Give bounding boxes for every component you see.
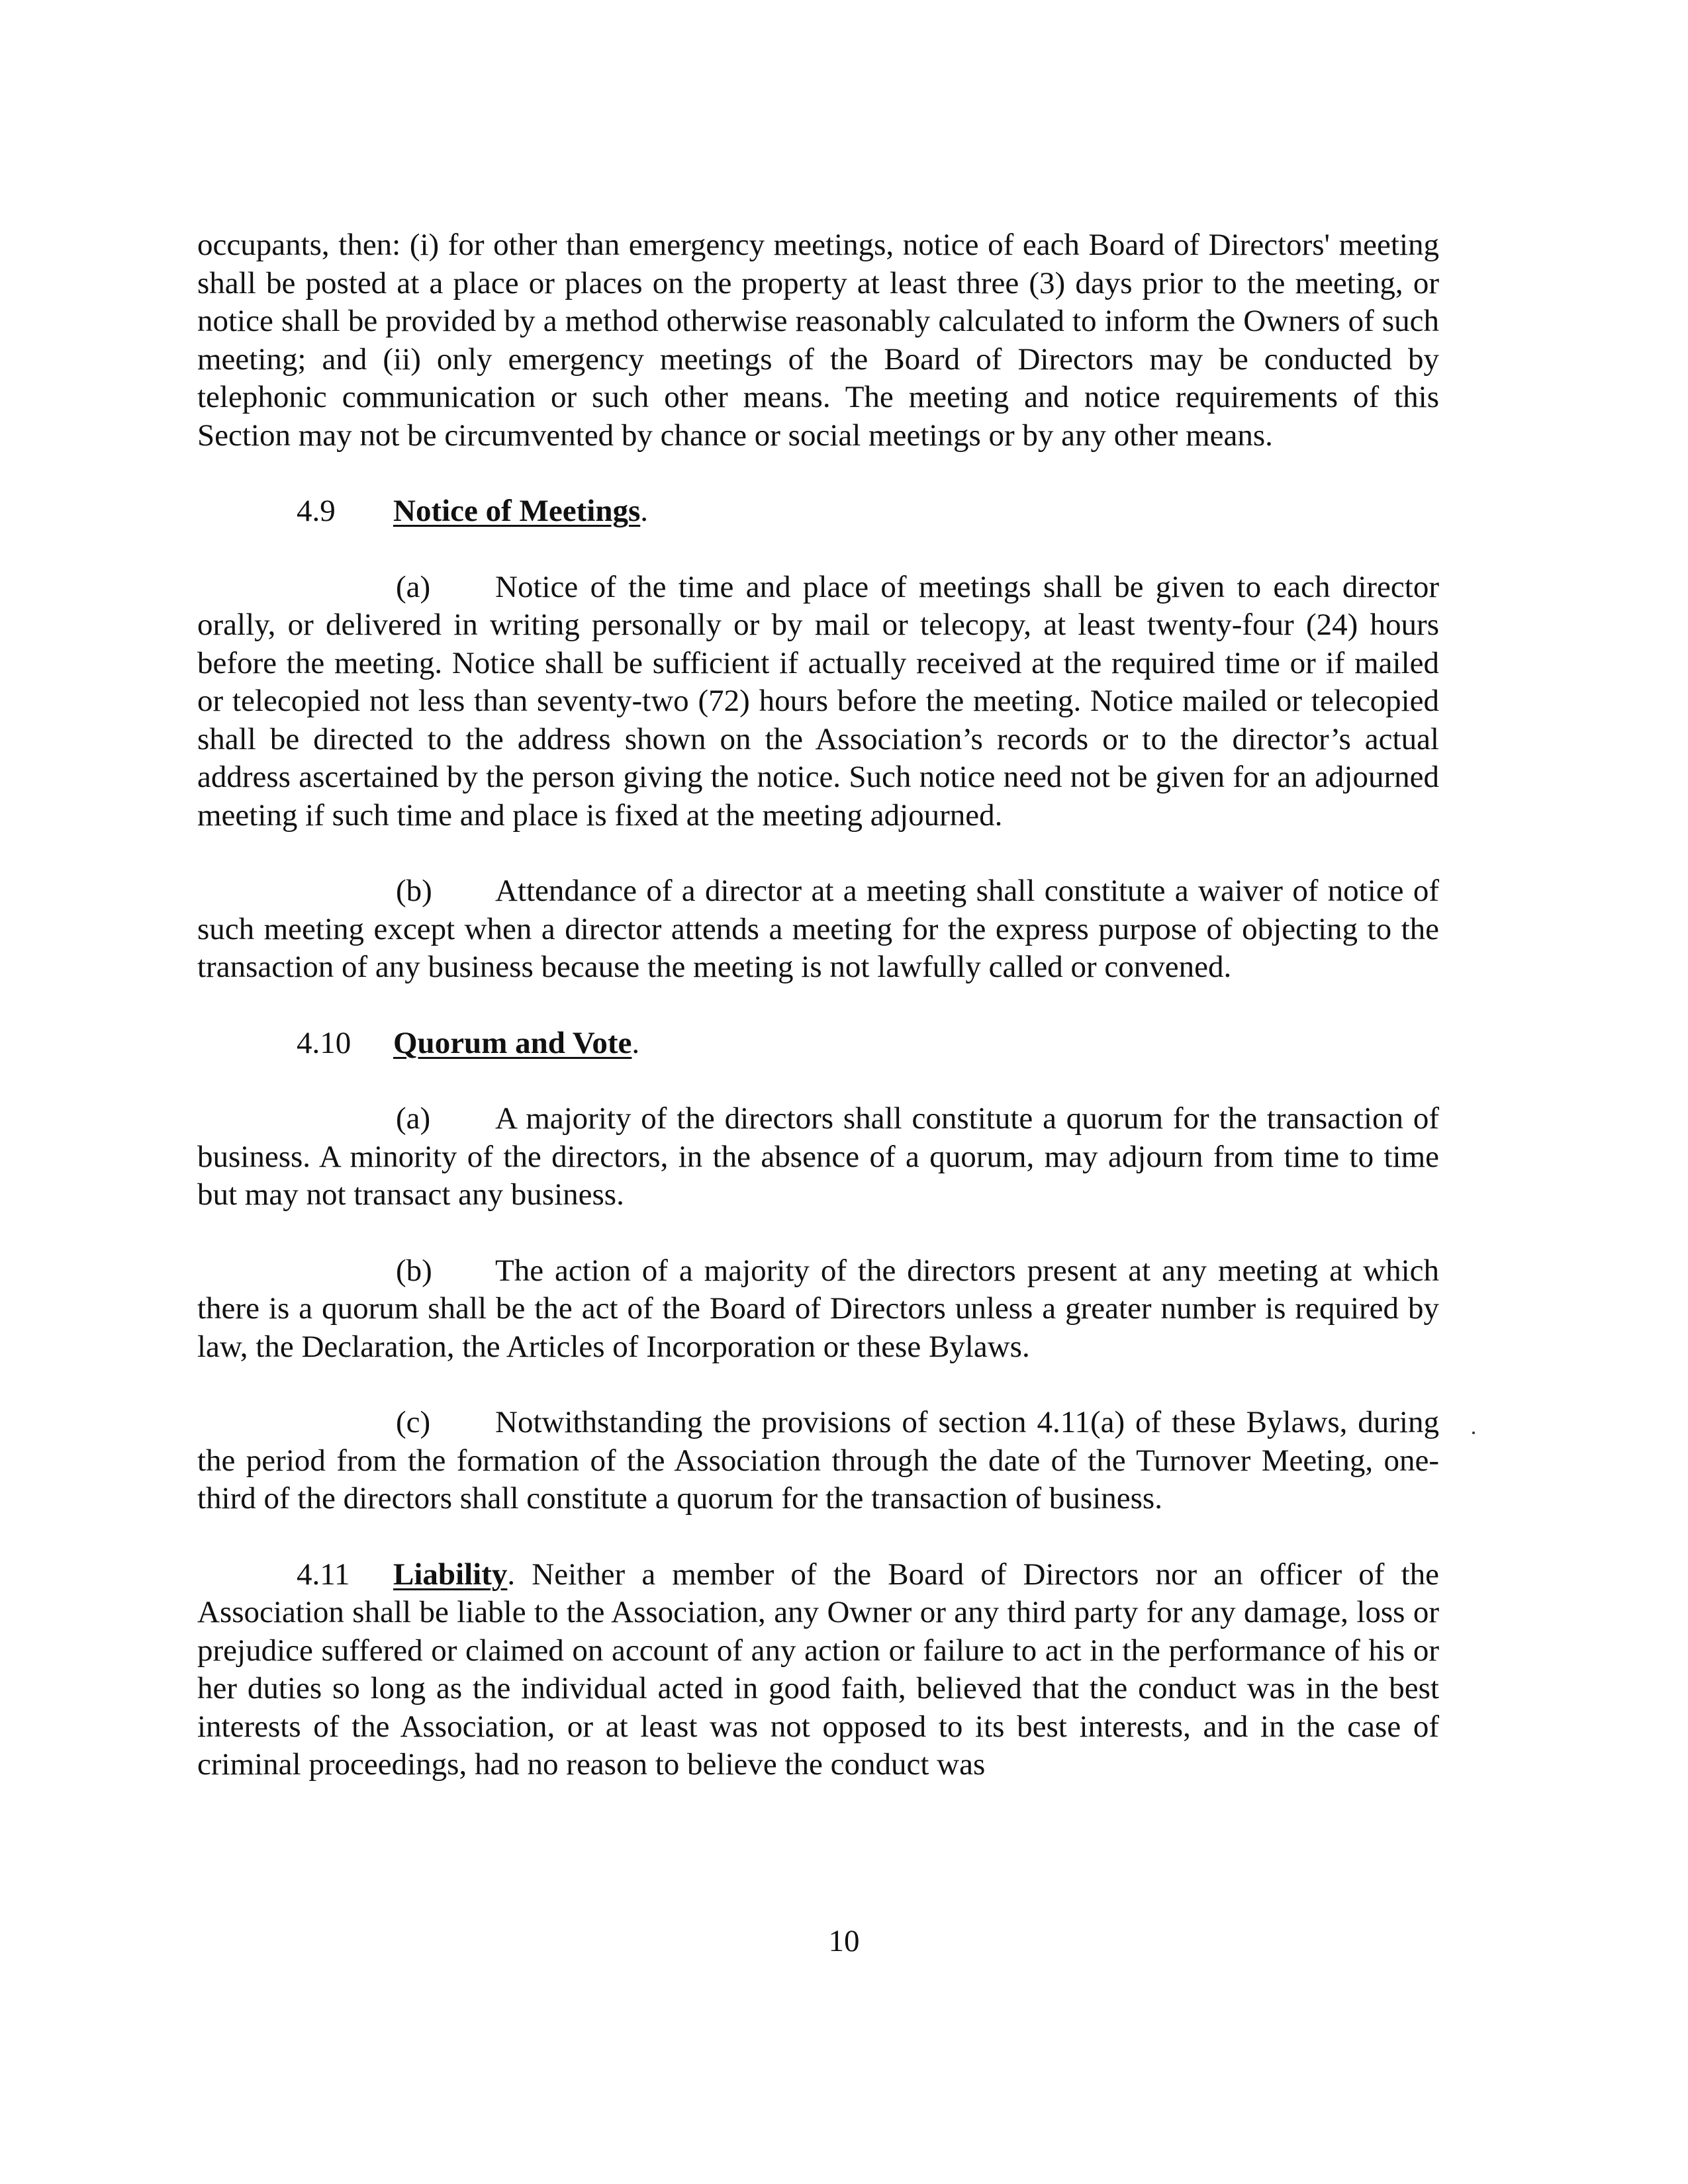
- section-4-9-number: 4.9: [297, 494, 336, 528]
- section-4-9-heading: [197, 492, 1439, 531]
- document-page: [197, 226, 1439, 1784]
- intro-paragraph: occupants, then: (i) for other than emergency meetings, notice of each Board of Directors' meeting shall be posted at a place or places on the property at least three (3) days prior to the meeting, or notice shall be provided by a method otherwise reasonably calculated to inform the Owners of such meeting; and (ii) only emergency meetings of the Board of Directors may be conducted by telephonic communication or such other means. The meeting and notice requirements of this Section may not be circumvented by chance or social meetings or by any other means.: [197, 228, 1439, 453]
- section-4-9-a-text: Notice of the time and place of meetings shall be given to each director orally, or delivered in writing personally or by mail or telecopy, at least twenty-four (24) hours before the meeting. Notice shall be sufficient if actually received at the required time or if mailed or telecopied not less than seventy-two (72) hours before the meeting. Notice mailed or telecopied shall be directed to the address shown on the Association’s records or to the director’s actual address ascertained by the person giving the notice. Such notice need not be given for an adjourned meeting if such time and place is fixed at the meeting adjourned.: [197, 569, 1439, 833]
- section-4-11-title: Liability: [393, 1557, 508, 1592]
- section-4-9-a-paragraph: [197, 569, 1439, 835]
- section-4-9-title: Notice of Meetings: [393, 494, 641, 528]
- section-4-9-title-punct: .: [640, 494, 648, 528]
- section-4-9-b-text: Attendance of a director at a meeting shall constitute a waiver of notice of such meeting except when a director attends a meeting for the express purpose of objecting to the transaction of any business because the meeting is not lawfully called or convened.: [197, 874, 1439, 984]
- section-4-9-b-label: (b): [396, 874, 432, 908]
- spacer: [197, 987, 1439, 1024]
- section-4-10-b-text: The action of a majority of the directors present at any meeting at which there is a quorum shall be the act of the Board of Directors unless a greater number is required by law, the Declaration, the Articles of Incorporation or these Bylaws.: [197, 1253, 1439, 1364]
- section-4-10-heading: [197, 1024, 1439, 1063]
- spacer: [197, 455, 1439, 492]
- section-4-9-b-paragraph: [197, 872, 1439, 987]
- section-4-10-b-label: (b): [396, 1253, 432, 1288]
- section-4-11-title-punct: .: [507, 1557, 516, 1592]
- section-4-10-b-paragraph: [197, 1252, 1439, 1367]
- spacer: [197, 835, 1439, 872]
- section-4-9-a-label: (a): [396, 569, 431, 604]
- section-4-10-number: 4.10: [297, 1025, 352, 1060]
- section-4-10-c-label: (c): [396, 1405, 431, 1439]
- section-4-10-title-punct: .: [632, 1025, 640, 1060]
- section-4-10-a-paragraph: [197, 1100, 1439, 1214]
- spacer: [197, 1214, 1439, 1252]
- scan-speck: [1472, 1432, 1475, 1434]
- page-number: 10: [828, 1924, 860, 1958]
- section-4-10-a-text: A majority of the directors shall constitute a quorum for the transaction of business. A minority of the directors, in the absence of a quorum, may adjourn from time to time but may not transact any business.: [197, 1101, 1439, 1212]
- section-4-10-title: Quorum and Vote: [393, 1025, 632, 1060]
- section-4-10-a-label: (a): [396, 1101, 431, 1136]
- section-4-10-c-paragraph: [197, 1404, 1439, 1518]
- section-4-11-text: Neither a member of the Board of Directors nor an officer of the Association shall be liable to the Association, any Owner or any third party for any damage, loss or prejudice suffered or claimed on account of any action or failure to act in the performance of his or her duties so long as the individual acted in good faith, believed that the conduct was in the best interests of the Association, or at least was not opposed to its best interests, and in the case of criminal proceedings, had no reason to believe the conduct was: [197, 1557, 1439, 1782]
- spacer: [197, 531, 1439, 569]
- section-4-11-number: 4.11: [297, 1557, 350, 1592]
- spacer: [197, 1366, 1439, 1404]
- section-4-11-paragraph: [197, 1556, 1439, 1784]
- spacer: [197, 1518, 1439, 1556]
- spacer: [197, 1062, 1439, 1100]
- section-4-10-c-text: Notwithstanding the provisions of section 4.11(a) of these Bylaws, during the period from the formation of the Association through the date of the Turnover Meeting, one-third of the directors shall constitute a quorum for the transaction of business.: [197, 1405, 1439, 1516]
